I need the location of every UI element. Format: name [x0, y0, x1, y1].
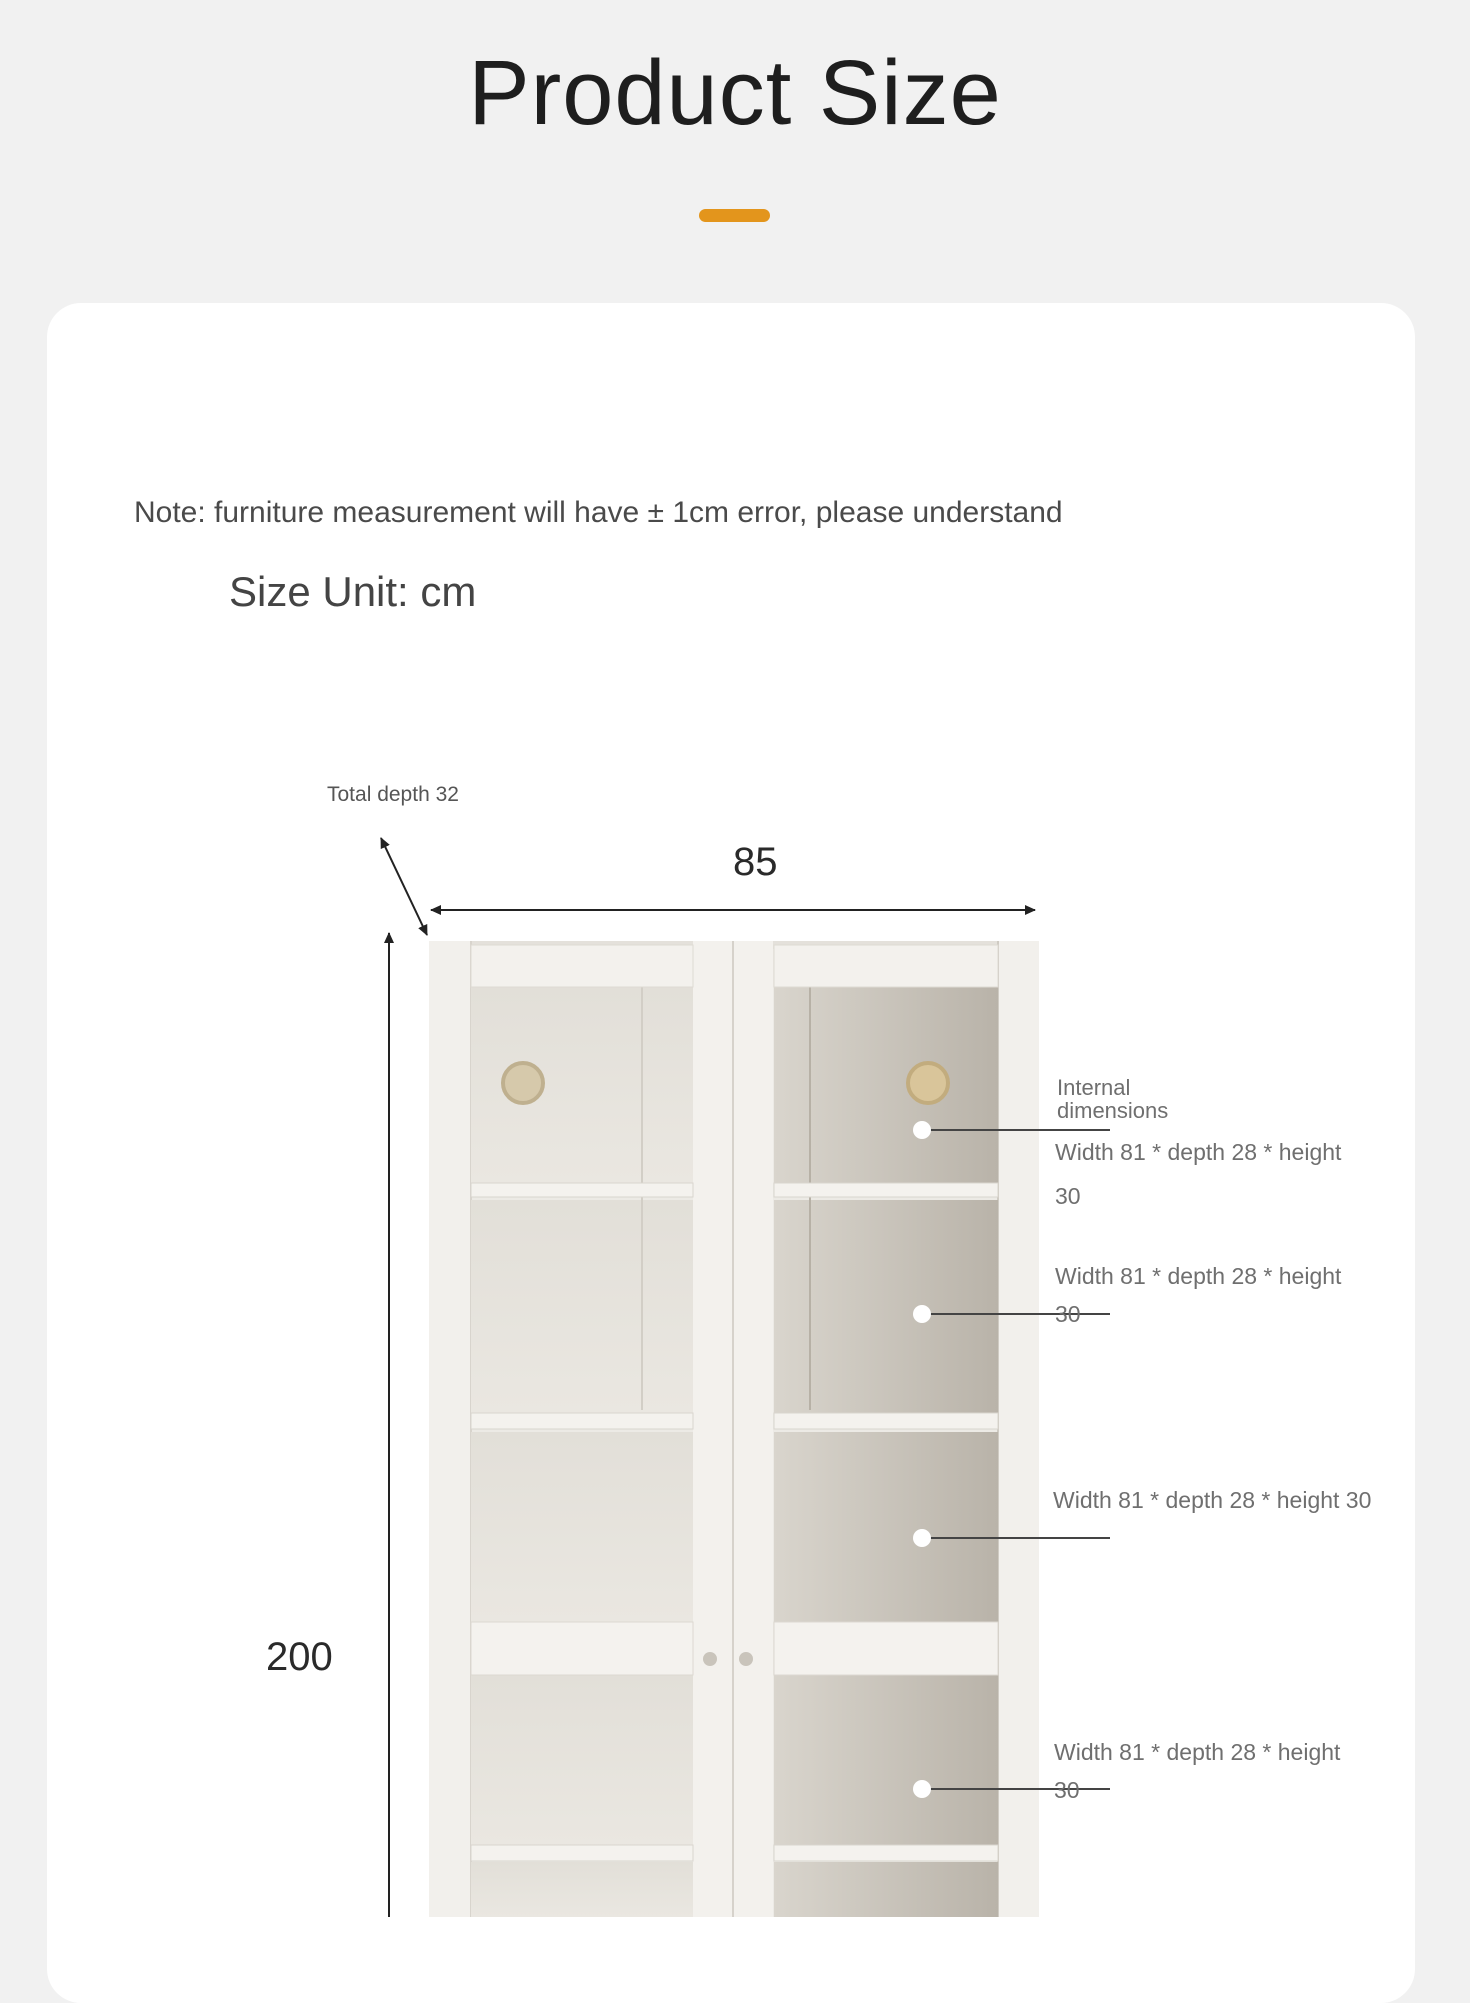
- width-dimension-label: 85: [733, 840, 778, 884]
- measurement-note: Note: furniture measurement will have ± 1cm error, please understand: [134, 496, 1063, 529]
- height-dimension-label: 200: [266, 1635, 333, 1679]
- shelf-dimension-text: 30: [1054, 1777, 1080, 1803]
- depth-arrow: [381, 838, 427, 935]
- internal-dimensions-title: [1057, 1076, 1168, 1122]
- shelf-marker-dot: [913, 1780, 931, 1798]
- shelf-dimension-text: Width 81 * depth 28 * height: [1055, 1139, 1342, 1165]
- shelf-dimension-2: [1055, 1254, 1341, 1336]
- cabinet-image: [429, 941, 1039, 1917]
- shelf-dimension-text: Width 81 * depth 28 * height 30: [1053, 1487, 1372, 1513]
- shelf-dimension-3: [1053, 1478, 1371, 1522]
- size-unit: Size Unit: cm: [229, 568, 477, 615]
- shelf-dimension-4: [1054, 1730, 1340, 1812]
- internal-dimensions-line-2: dimensions: [1057, 1098, 1169, 1123]
- page-title: Product Size: [468, 42, 1002, 144]
- shelf-dimension-1: [1055, 1130, 1341, 1218]
- internal-dimensions-line-1: Internal: [1057, 1075, 1131, 1100]
- shelf-dimension-text: Width 81 * depth 28 * height: [1055, 1263, 1342, 1289]
- shelf-dimension-text: Width 81 * depth 28 * height: [1054, 1739, 1341, 1765]
- shelf-marker-dot: [913, 1529, 931, 1547]
- shelf-marker-dot: [913, 1121, 931, 1139]
- total-depth-label: Total depth 32: [327, 783, 459, 806]
- shelf-marker-dot: [913, 1305, 931, 1323]
- shelf-dimension-text: 30: [1055, 1183, 1081, 1209]
- shelf-dimension-text: 30: [1055, 1301, 1081, 1327]
